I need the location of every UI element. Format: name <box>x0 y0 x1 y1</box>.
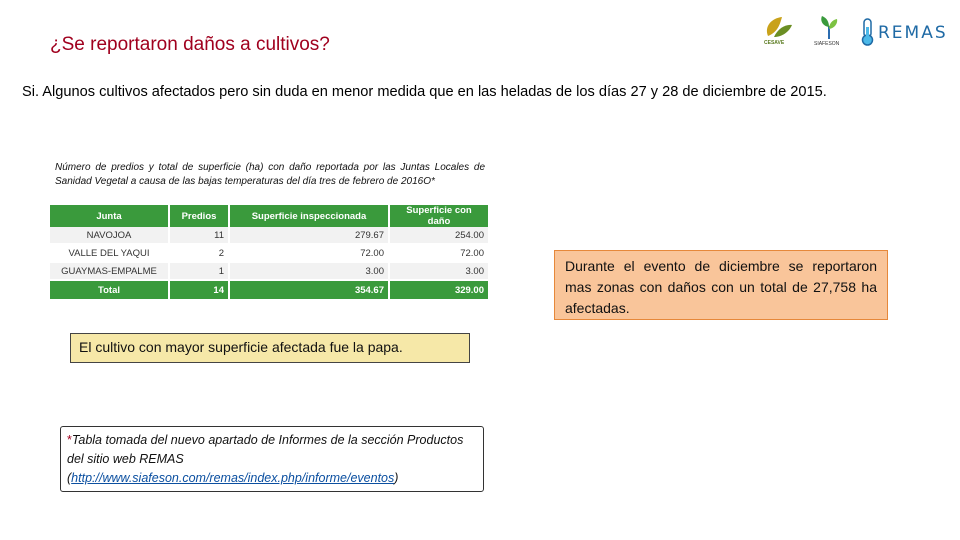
column-header-junta: Junta <box>50 205 169 227</box>
cell-superficie-inspeccionada: 279.67 <box>229 227 389 244</box>
cell-superficie-dano: 254.00 <box>389 227 489 244</box>
total-label: Total <box>50 280 169 300</box>
cesave-logo <box>760 14 796 50</box>
thermometer-icon <box>858 17 878 47</box>
cell-predios: 1 <box>169 262 229 280</box>
main-crop-callout: El cultivo con mayor superficie afectada fue la papa. <box>70 333 470 363</box>
source-close-paren: ) <box>394 471 399 485</box>
column-header-predios: Predios <box>169 205 229 227</box>
siafeson-logo <box>812 14 846 50</box>
table-caption: Número de predios y total de superficie (ha) con daño reportada por las Juntas Locales de Sanidad Vegetal a causa de las bajas temperaturas del día tres de febrero de 2016O* <box>55 162 485 187</box>
source-note <box>60 426 484 492</box>
source-link[interactable]: http://www.siafeson.com/remas/index.php/informe/eventos <box>71 471 395 485</box>
cell-superficie-inspeccionada: 72.00 <box>229 244 389 262</box>
cell-predios: 11 <box>169 227 229 244</box>
slide-subtitle: Si. Algunos cultivos afectados pero sin duda en menor medida que en las heladas de los días 27 y 28 de diciembre de 2015. <box>22 84 827 100</box>
cell-superficie-dano: 72.00 <box>389 244 489 262</box>
leaf-icon <box>760 14 796 40</box>
cell-superficie-dano: 3.00 <box>389 262 489 280</box>
total-superficie-inspeccionada: 354.67 <box>229 280 389 300</box>
source-text: Tabla tomada del nuevo apartado de Informes de la sección Productos del sitio web REMAS <box>67 433 464 466</box>
cell-junta: NAVOJOA <box>50 227 169 244</box>
remas-logo <box>858 14 948 50</box>
total-predios: 14 <box>169 280 229 300</box>
cell-junta: GUAYMAS-EMPALME <box>50 262 169 280</box>
table-row <box>50 244 489 262</box>
column-header-superficie-inspeccionada: Superficie inspeccionada <box>229 205 389 227</box>
source-asterisk: * <box>67 433 72 447</box>
cell-superficie-inspeccionada: 3.00 <box>229 262 389 280</box>
table-row <box>50 227 489 244</box>
slide-title: ¿Se reportaron daños a cultivos? <box>50 34 330 55</box>
cell-junta: VALLE DEL YAQUI <box>50 244 169 262</box>
damage-table <box>50 205 490 301</box>
cesave-label: CESAVE <box>764 40 785 46</box>
logo-strip <box>760 14 948 50</box>
table-row <box>50 262 489 280</box>
table-header-row <box>50 205 489 227</box>
source-open-paren: ( <box>67 471 72 485</box>
siafeson-label: SIAFESON <box>814 41 840 47</box>
table-total-row <box>50 280 489 300</box>
cell-predios: 2 <box>169 244 229 262</box>
remas-wordmark: REMAS <box>878 23 948 43</box>
total-superficie-dano: 329.00 <box>389 280 489 300</box>
sprout-icon <box>812 14 846 40</box>
column-header-superficie-dano: Superficie con daño <box>389 205 489 227</box>
december-event-note: Durante el evento de diciembre se reportaron mas zonas con daños con un total de 27,758 ha afectadas. <box>554 250 888 320</box>
